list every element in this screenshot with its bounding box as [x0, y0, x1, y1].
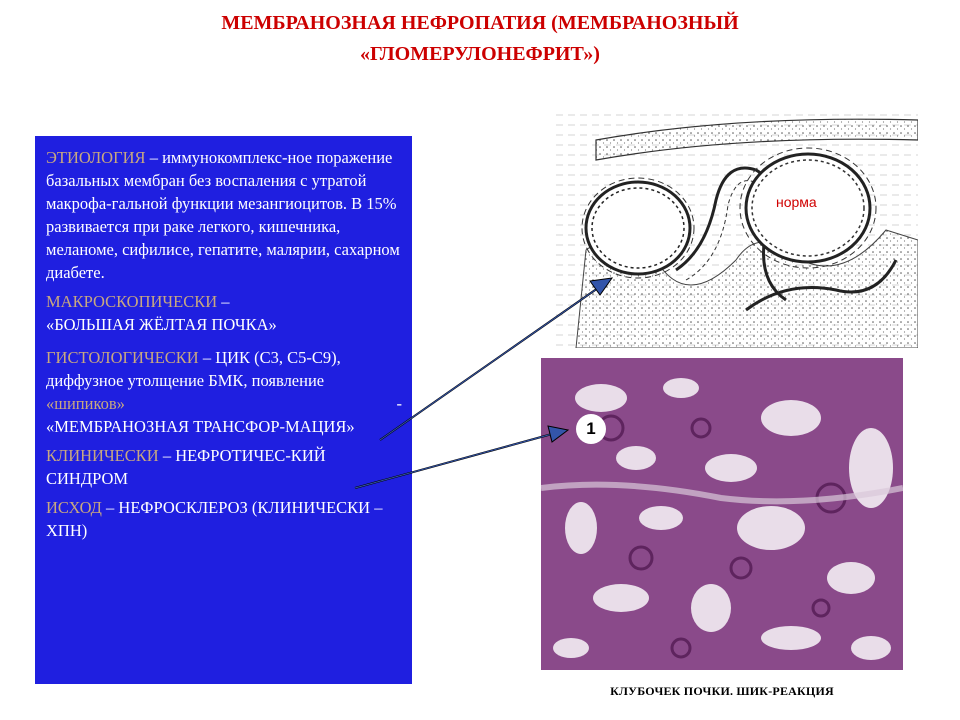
title-line-1: МЕМБРАНОЗНАЯ НЕФРОПАТИЯ (МЕМБРАНОЗНЫЙ — [221, 12, 739, 34]
micrograph-caption: КЛУБОЧЕК ПОЧКИ. ШИК-РЕАКЦИЯ — [610, 684, 834, 698]
outcome-text: – НЕФРОСКЛЕРОЗ (КЛИНИЧЕСКИ – ХПН) — [46, 498, 383, 540]
macro-dash: – — [217, 292, 230, 311]
clinic-label: КЛИНИЧЕСКИ — [46, 446, 159, 465]
histo-text: – ЦИК (С3, С5-С9), диффузное утолщение БМК, появление — [46, 348, 341, 390]
histo-spikes: «шипиков» — [46, 394, 125, 413]
title-line-2: «ГЛОМЕРУЛОНЕФРИТ») — [360, 43, 600, 65]
etiology-text: – иммунокомплекс-ное поражение базальных мембран без воспаления с утратой макрофа-гальной функции мезангиоцитов. В 15% развивается при раке легкого, кишечника, меланоме, сифилисе, гепатите, малярии, сахарном диабете. — [46, 148, 400, 282]
normal-label: норма — [776, 194, 817, 210]
macro-label: МАКРОСКОПИЧЕСКИ — [46, 292, 218, 311]
outcome-label: ИСХОД — [46, 498, 102, 517]
histo-dash: - — [396, 394, 402, 413]
marker-number: 1 — [576, 414, 606, 444]
etiology-label: ЭТИОЛОГИЯ — [46, 148, 146, 167]
macro-text: «БОЛЬШАЯ ЖЁЛТАЯ ПОЧКА» — [46, 315, 277, 334]
histo-label: ГИСТОЛОГИЧЕСКИ — [46, 348, 199, 367]
clinic-text: – НЕФРОТИЧЕС-КИЙ СИНДРОМ — [46, 446, 326, 488]
arrow-to-sketch-icon — [380, 278, 612, 440]
histo-text-2: «МЕМБРАНОЗНАЯ ТРАНСФОР-МАЦИЯ» — [46, 417, 355, 436]
